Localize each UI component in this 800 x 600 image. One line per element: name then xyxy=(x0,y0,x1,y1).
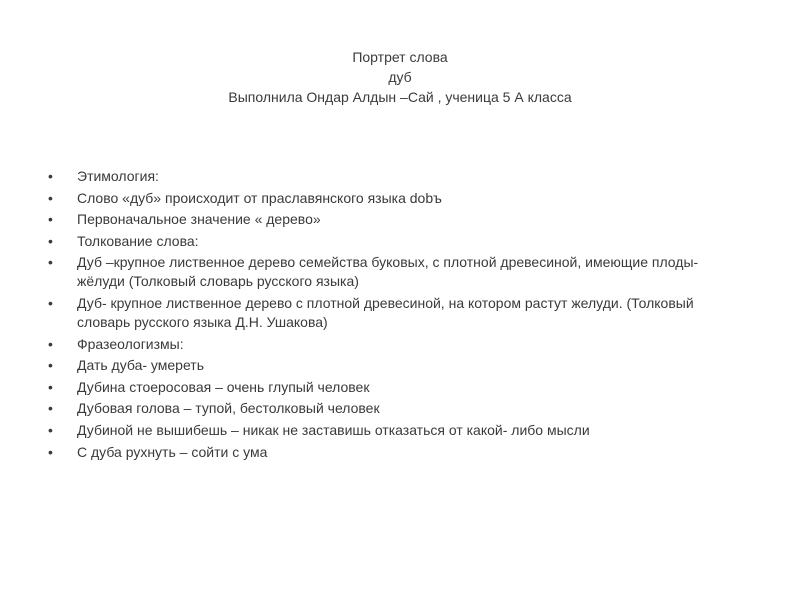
bullet-icon: • xyxy=(48,421,53,438)
slide-title xyxy=(0,47,800,107)
list-item-text: Дубиной не вышибешь – никак не заставишь отказаться от какой- либо мысли xyxy=(77,421,590,438)
list-item-text: Дуб- крупное лиственное дерево с плотной древесиной, на котором растут желуди. (Толковый словарь русского языка Д.Н. Ушакова) xyxy=(77,294,694,330)
list-item-text: Дубовая голова – тупой, бестолковый человек xyxy=(77,400,380,417)
list-item xyxy=(48,421,748,440)
bullet-icon: • xyxy=(48,211,53,228)
list-item-text: Толкование слова: xyxy=(77,232,199,249)
list-item xyxy=(48,210,748,229)
bullet-icon: • xyxy=(48,232,53,249)
bullet-icon: • xyxy=(48,443,53,460)
bullet-icon: • xyxy=(48,357,53,374)
title-line-word: дуб xyxy=(388,69,412,85)
list-item xyxy=(48,356,748,375)
bullet-icon: • xyxy=(48,254,53,271)
bullet-icon: • xyxy=(48,294,53,311)
bullet-icon: • xyxy=(48,189,53,206)
list-item-text: Этимология: xyxy=(77,168,159,184)
bullet-icon: • xyxy=(48,378,53,395)
list-item-text: С дуба рухнуть – сойти с ума xyxy=(77,443,268,460)
list-item-text: Дать дуба- умереть xyxy=(77,357,204,374)
list-item xyxy=(48,253,748,291)
list-item xyxy=(48,443,748,462)
list-item-text: Слово «дуб» происходит от праславянского языка dobъ xyxy=(77,189,442,206)
title-line-author: Выполнила Ондар Алдын –Сай , ученица 5 А класса xyxy=(228,89,572,105)
list-item xyxy=(48,378,748,397)
list-item-text: Дубина стоеросовая – очень глупый человек xyxy=(77,378,370,395)
list-item xyxy=(48,167,748,186)
list-item xyxy=(48,189,748,208)
bullet-icon: • xyxy=(48,400,53,417)
bullet-icon: • xyxy=(48,168,53,184)
list-item-text: Дуб –крупное лиственное дерево семейства буковых, с плотной древесиной, имеющие плоды- жёлуди (Толковый словарь русского языка) xyxy=(77,254,699,290)
title-line-topic: Портрет слова xyxy=(352,49,448,65)
list-item xyxy=(48,335,748,354)
list-item xyxy=(48,399,748,418)
list-item xyxy=(48,232,748,251)
bullet-list xyxy=(48,167,748,464)
list-item-text: Фразеологизмы: xyxy=(77,335,184,352)
list-item-text: Первоначальное значение « дерево» xyxy=(77,211,321,228)
bullet-icon: • xyxy=(48,335,53,352)
list-item xyxy=(48,294,748,332)
